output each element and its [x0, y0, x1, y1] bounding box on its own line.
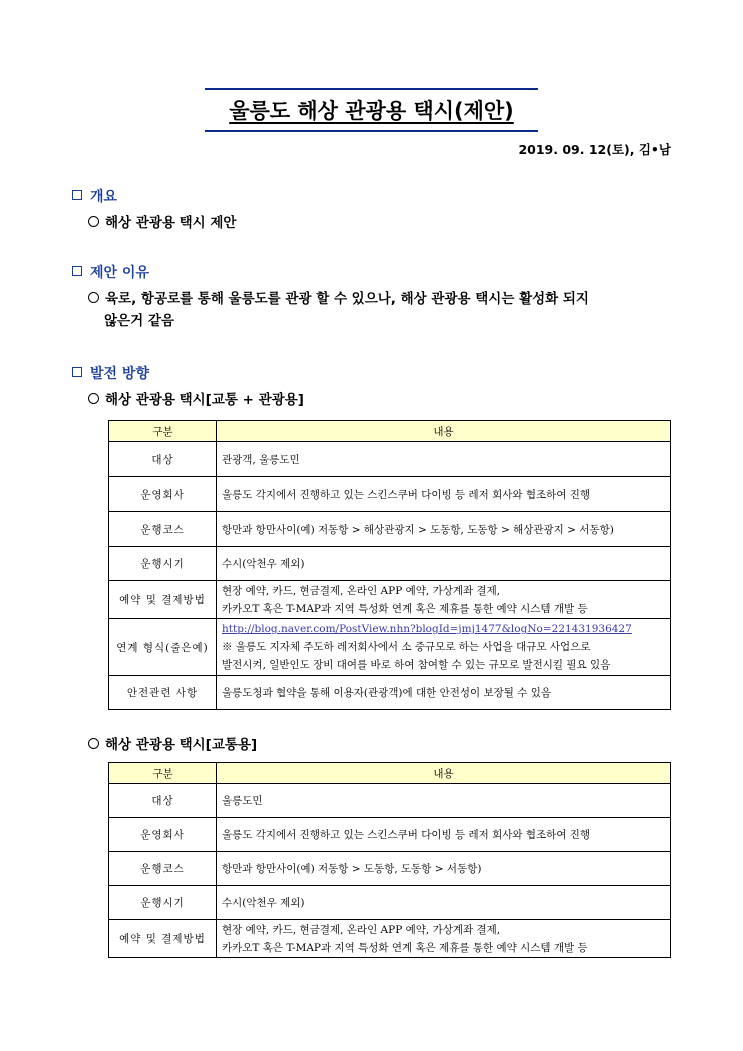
table-row: 운행코스 항만과 항만사이(예) 저동항 > 해상관광지 > 도동항, 도동항 > 해상관광지 > 서동항): [109, 512, 671, 547]
square-bullet-icon: [72, 190, 82, 200]
circle-bullet-icon: [88, 292, 99, 303]
circle-bullet-icon: [88, 216, 99, 227]
table-header-row: [109, 763, 671, 784]
subsection-title-transport-taxi: 해상 관광용 택시[교통용]: [88, 735, 257, 755]
section-heading-direction: 발전 방향: [72, 364, 149, 384]
table-row: 대상 울릉도민: [109, 784, 671, 818]
table-row: 대상 관광객, 울릉도민: [109, 442, 671, 477]
table-row: 운행시기 수시(악천우 제외): [109, 886, 671, 920]
section-heading-overview: 개요: [72, 187, 117, 207]
blog-link[interactable]: http://blog.naver.com/PostView.nhn?blogId=jmj1477&logNo=221431936427: [222, 623, 632, 635]
table-row: 연계 형식(줄은예) http://blog.naver.com/PostView.nhn?blogId=jmj1477&logNo=221431936427 ※ 울릉도 지자체 주도하 레저회사에서 소 중규모로 하는 사업을 대규모 사업으로 발전시켜, 일반인도 장비 대여를 바로 하여 참여할 수 있는 규모로 발전시킬 필요 있음: [109, 619, 671, 676]
title-rule-top: [205, 88, 538, 90]
title-rule-bottom: [205, 130, 538, 132]
reason-paragraph: 육로, 항공로를 통해 울릉도를 관광 할 수 있으나, 해상 관광용 택시는 활성화 되지 않은거 같음: [88, 288, 668, 332]
overview-paragraph: 해상 관광용 택시 제안: [88, 212, 668, 234]
table-row: 안전관련 사항 울릉도청과 협약을 통해 이용자(관광객)에 대한 안전성이 보장될 수 있음: [109, 676, 671, 710]
table-header-row: [109, 421, 671, 442]
tourism-taxi-table: [108, 420, 671, 710]
table-row: 운행코스 항만과 항만사이(예) 저동항 > 도동항, 도동항 > 서동항): [109, 852, 671, 886]
header-category: 구분: [109, 763, 217, 784]
table-row: 운영회사 울릉도 각지에서 진행하고 있는 스킨스쿠버 다이빙 등 레저 회사와 협조하여 진행: [109, 818, 671, 852]
header-content: 내용: [217, 421, 671, 442]
circle-bullet-icon: [88, 393, 99, 404]
table-row: 운행시기 수시(악천우 제외): [109, 547, 671, 581]
table-row: 운영회사 울릉도 각지에서 진행하고 있는 스킨스쿠버 다이빙 등 레저 회사와 협조하여 진행: [109, 477, 671, 512]
document-title: 울릉도 해상 관광용 택시(제안): [229, 99, 514, 123]
circle-bullet-icon: [88, 738, 99, 749]
document-date: 2019. 09. 12(토), 김•남: [518, 142, 671, 157]
header-category: 구분: [109, 421, 217, 442]
section-heading-reason: 제안 이유: [72, 263, 149, 283]
table-row: 예약 및 결제방법 현장 예약, 카드, 현금결제, 온라인 APP 예약, 가상계좌 결제, 카카오T 혹은 T-MAP과 지역 특성화 연계 혹은 제휴를 통한 예약 시스템 개발 등: [109, 581, 671, 619]
subsection-title-tourism-taxi: 해상 관광용 택시[교통 + 관광용]: [88, 390, 304, 410]
square-bullet-icon: [72, 266, 82, 276]
transport-taxi-table: [108, 762, 671, 958]
table-row: 예약 및 결제방법 현장 예약, 카드, 현금결제, 온라인 APP 예약, 가상계좌 결제, 카카오T 혹은 T-MAP과 지역 특성화 연계 혹은 제휴를 통한 예약 시스템 개발 등: [109, 920, 671, 958]
header-content: 내용: [217, 763, 671, 784]
square-bullet-icon: [72, 367, 82, 377]
